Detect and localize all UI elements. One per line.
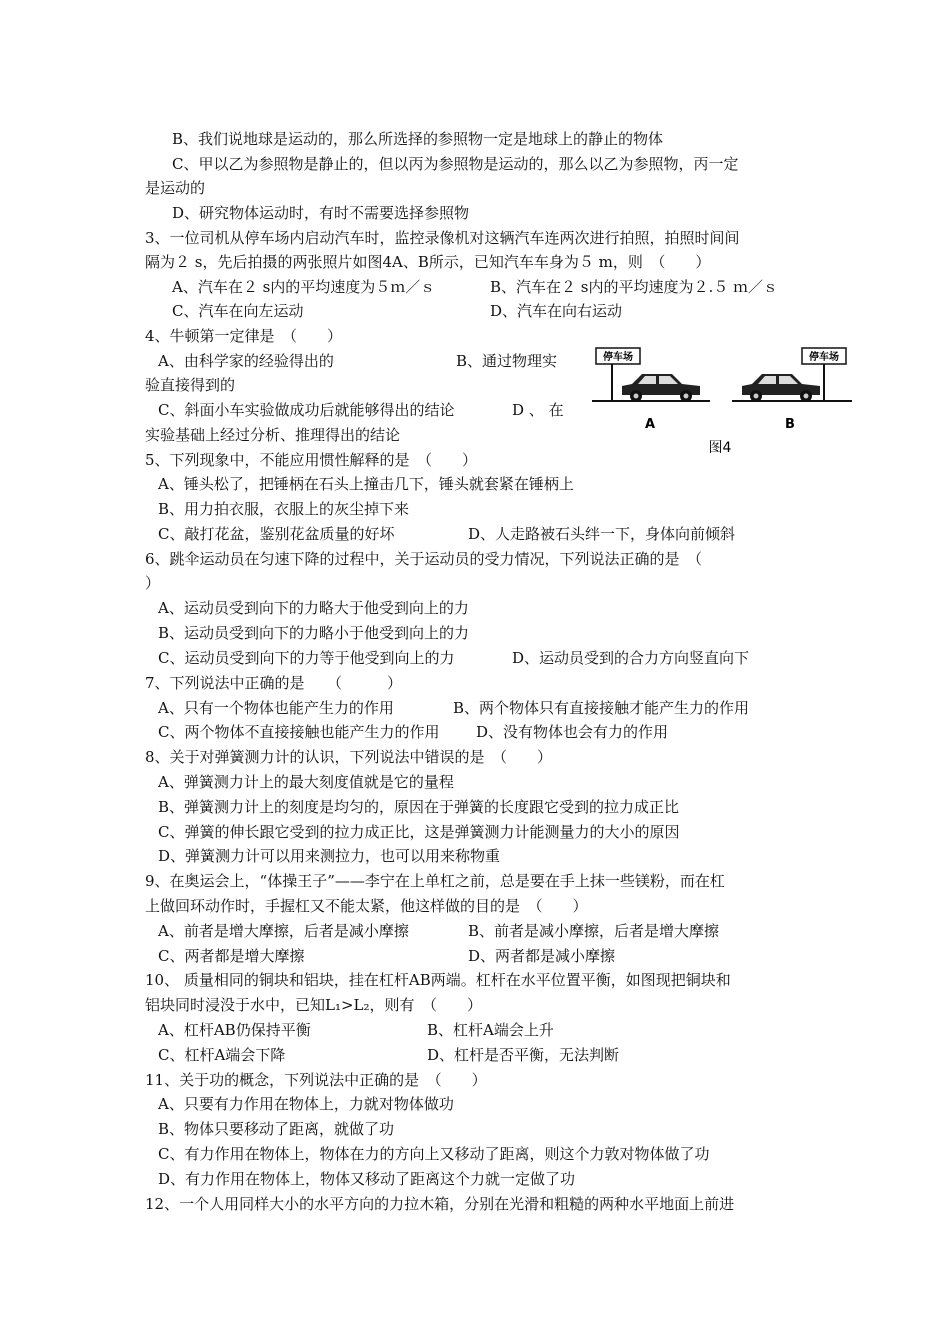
text-line: D、两者都是减小摩擦 bbox=[468, 947, 616, 965]
text-line: B、我们说地球是运动的，那么所选择的参照物一定是地球上的静止的物体 bbox=[172, 130, 664, 148]
text-line: 8、关于对弹簧测力计的认识，下列说法中错误的是 （ ） bbox=[145, 748, 553, 766]
text-line: 实验基础上经过分析、推理得出的结论 bbox=[145, 426, 401, 444]
text-line: C、弹簧的伸长跟它受到的拉力成正比，这是弹簧测力计能测量力的大小的原因 bbox=[158, 823, 680, 841]
text-line: B、前者是减小摩擦，后者是增大摩擦 bbox=[468, 922, 720, 940]
text-line: 11、关于功的概念，下列说法中正确的是 （ ） bbox=[145, 1071, 487, 1089]
parking-diagram bbox=[592, 344, 854, 460]
text-line: C、汽车在向左运动 bbox=[172, 302, 304, 320]
text-line: 隔为２ s，先后拍摄的两张照片如图4A、B所示，已知汽车车身为５ m，则 （ ） bbox=[145, 253, 711, 271]
label-a: A bbox=[644, 417, 656, 432]
text-line: B、两个物体只有直接接触才能产生力的作用 bbox=[453, 699, 750, 717]
text-line: A、只有一个物体也能产生力的作用 bbox=[158, 699, 394, 717]
text-line: D 、 在 bbox=[512, 401, 564, 419]
text-line: 3、一位司机从停车场内启动汽车时，监控录像机对这辆汽车连两次进行拍照，拍照时间间 bbox=[145, 229, 740, 247]
text-line: C、运动员受到向下的力等于他受到向上的力 bbox=[158, 649, 455, 667]
text-line: D、杠杆是否平衡，无法判断 bbox=[427, 1046, 620, 1064]
text-line: B、杠杆A端会上升 bbox=[427, 1021, 554, 1039]
text-line: C、斜面小车实验做成功后就能够得出的结论 bbox=[158, 401, 455, 419]
text-line: C、两者都是增大摩擦 bbox=[158, 947, 305, 965]
label-b: B bbox=[785, 417, 795, 432]
car-a bbox=[622, 374, 700, 402]
text-line: B、汽车在２ s内的平均速度为２.５ ｍ／ｓ bbox=[490, 278, 779, 296]
text-line: D、没有物体也会有力的作用 bbox=[476, 723, 669, 741]
text-line: A、运动员受到向下的力略大于他受到向上的力 bbox=[158, 599, 469, 617]
text-line: A、前者是增大摩擦，后者是减小摩擦 bbox=[158, 922, 409, 940]
text-line: A、弹簧测力计上的最大刻度值就是它的量程 bbox=[158, 773, 454, 791]
text-line: ） bbox=[145, 574, 161, 592]
svg-text:停车场: 停车场 bbox=[603, 352, 633, 363]
text-line: C、杠杆A端会下降 bbox=[158, 1046, 286, 1064]
text-line: A、锤头松了，把锤柄在石头上撞击几下，锤头就套紧在锤柄上 bbox=[158, 475, 574, 493]
text-line: D、研究物体运动时，有时不需要选择参照物 bbox=[172, 204, 470, 222]
text-line: B、弹簧测力计上的刻度是均匀的，原因在于弹簧的长度跟它受到的拉力成正比 bbox=[158, 798, 680, 816]
text-line: A、杠杆AB仍保持平衡 bbox=[158, 1021, 311, 1039]
text-line: 6、跳伞运动员在匀速下降的过程中，关于运动员的受力情况，下列说法正确的是 （ bbox=[145, 550, 703, 568]
text-line: C、有力作用在物体上，物体在力的方向上又移动了距离，则这个力敦对物体做了功 bbox=[158, 1145, 710, 1163]
text-line: C、两个物体不直接接触也能产生力的作用 bbox=[158, 723, 440, 741]
text-line: 验直接得到的 bbox=[145, 376, 236, 394]
text-line: 12、一个人用同样大小的水平方向的力拉木箱，分别在光滑和粗糙的两种水平地面上前进 bbox=[145, 1195, 735, 1213]
text-line: B、用力拍衣服，衣服上的灰尘掉下来 bbox=[158, 500, 410, 518]
text-line: 10、 质量相同的铜块和铝块，挂在杠杆AB两端。杠杆在水平位置平衡，如图现把铜块和 bbox=[145, 971, 731, 989]
text-line: B、物体只要移动了距离，就做了功 bbox=[158, 1120, 395, 1138]
text-line: 5、下列现象中，不能应用惯性解释的是 （ ） bbox=[145, 451, 478, 469]
text-line: B、通过物理实 bbox=[456, 352, 558, 370]
figure-caption: 图4 bbox=[708, 440, 732, 456]
text-line: D、汽车在向右运动 bbox=[490, 302, 623, 320]
text-line: A、只要有力作用在物体上，力就对物体做功 bbox=[158, 1095, 454, 1113]
text-line: 上做回环动作时，手握杠又不能太紧，他这样做的目的是 （ ） bbox=[145, 897, 588, 915]
text-line: D、有力作用在物体上，物体又移动了距离这个力就一定做了功 bbox=[158, 1170, 576, 1188]
text-line: 9、在奥运会上，“体操王子”——李宁在上单杠之前，总是要在手上抹一些镁粉，而在杠 bbox=[145, 872, 725, 890]
text-line: C、敲打花盆，鉴别花盆质量的好坏 bbox=[158, 525, 395, 543]
text-line: 7、下列说法中正确的是 （ ） bbox=[145, 674, 403, 692]
svg-text:停车场: 停车场 bbox=[809, 352, 839, 363]
text-line: 是运动的 bbox=[145, 179, 206, 197]
car-b bbox=[742, 374, 820, 402]
text-line: 铝块同时浸没于水中，已知L₁>L₂，则有 （ ） bbox=[145, 996, 483, 1014]
text-line: D、运动员受到的合力方向竖直向下 bbox=[512, 649, 750, 667]
text-line: A、由科学家的经验得出的 bbox=[158, 352, 334, 370]
text-line: D、人走路被石头绊一下，身体向前倾斜 bbox=[468, 525, 736, 543]
text-line: A、汽车在２ s内的平均速度为５ｍ／ｓ bbox=[172, 278, 436, 296]
text-line: C、甲以乙为参照物是静止的，但以丙为参照物是运动的，那么以乙为参照物，丙一定 bbox=[172, 155, 739, 173]
text-line: 4、牛顿第一定律是 （ ） bbox=[145, 327, 343, 345]
parking-figure bbox=[592, 344, 854, 460]
text-line: B、运动员受到向下的力略小于他受到向上的力 bbox=[158, 624, 470, 642]
text-line: D、弹簧测力计可以用来测拉力，也可以用来称物重 bbox=[158, 847, 501, 865]
